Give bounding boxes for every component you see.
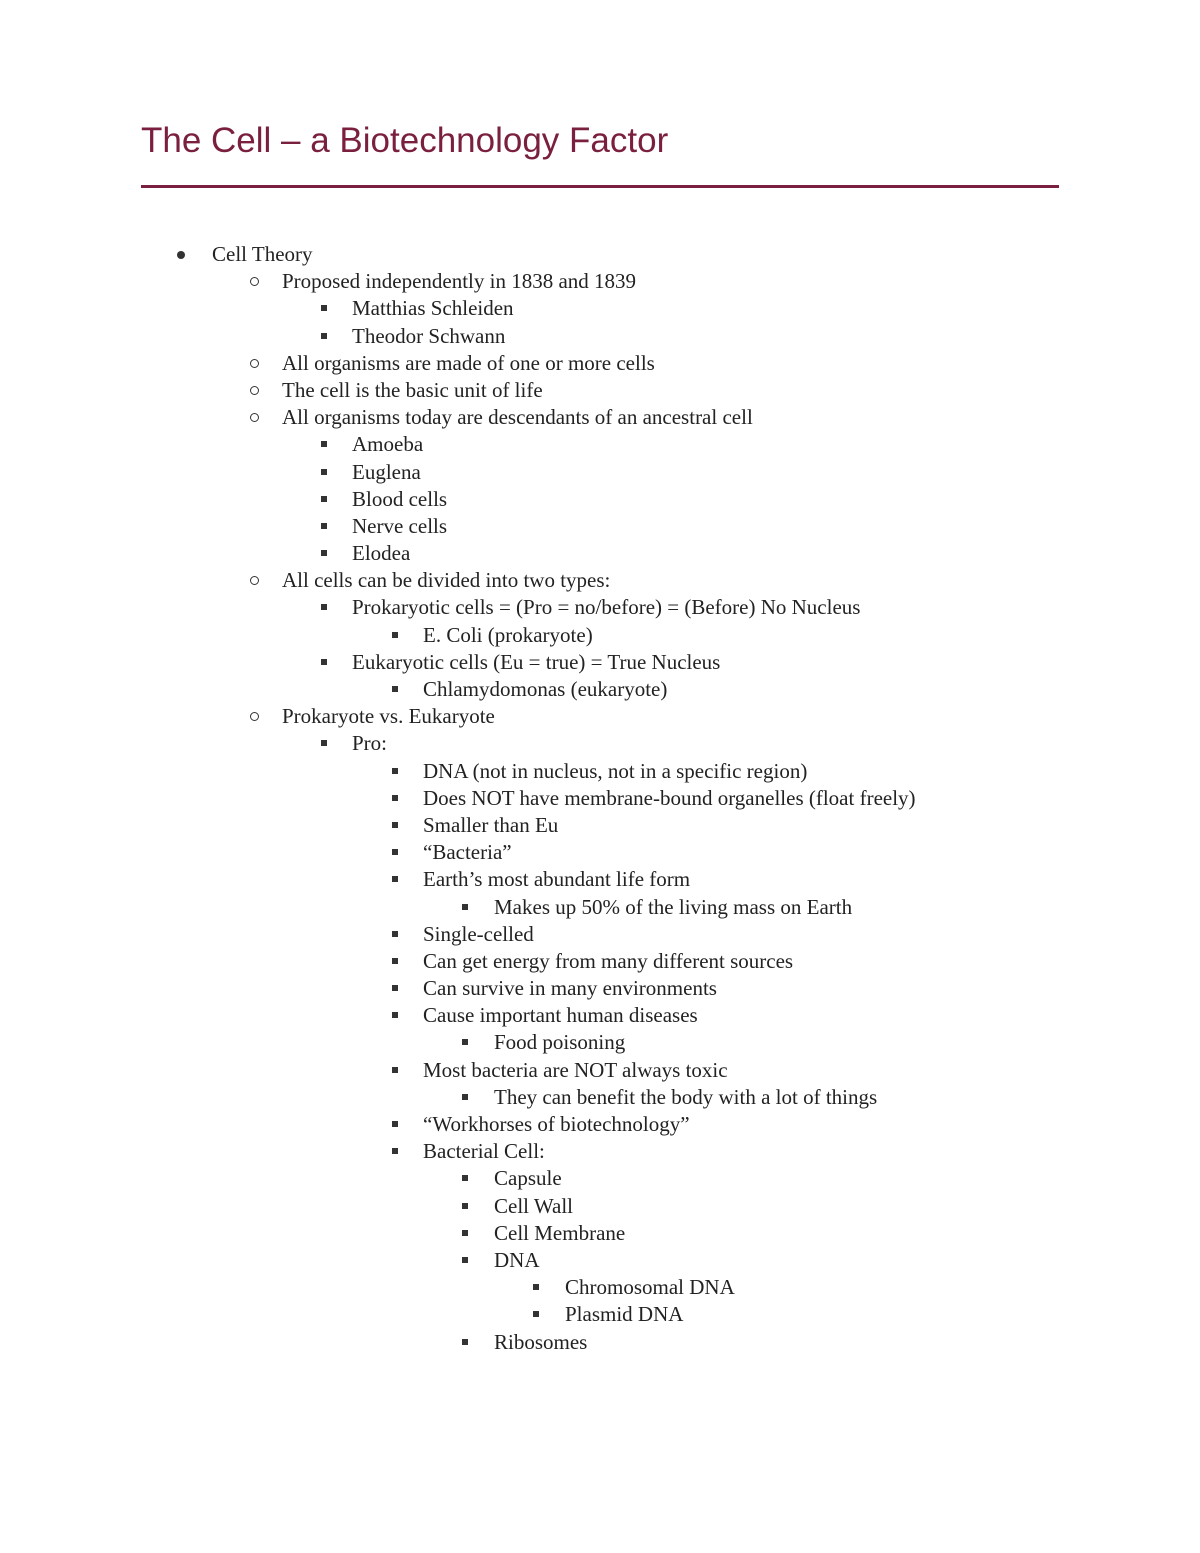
list-item-text: Theodor Schwann xyxy=(352,323,506,348)
list-item-text: Pro: xyxy=(352,731,388,756)
list-item-text: Blood cells xyxy=(352,486,448,511)
list-item-text: Makes up 50% of the living mass on Earth xyxy=(494,894,853,919)
list-item-text: Ribosomes xyxy=(494,1329,588,1354)
list-item-text: Does NOT have membrane-bound organelles (float freely) xyxy=(423,785,916,810)
list-item-text: Food poisoning xyxy=(494,1030,626,1055)
list-item-text: Chromosomal DNA xyxy=(565,1275,735,1300)
list-item-text: Cell Theory xyxy=(212,242,313,266)
list-item-text: Cell Membrane xyxy=(494,1220,626,1245)
list-item-text: Can survive in many environments xyxy=(423,976,717,1001)
list-item-text: Can get energy from many different sources xyxy=(423,948,794,973)
list-item-text: E. Coli (prokaryote) xyxy=(423,622,593,647)
list-item-text: Prokaryotic cells = (Pro = no/before) = (Before) No Nucleus xyxy=(352,595,861,620)
list-item-text: “Workhorses of biotechnology” xyxy=(423,1112,690,1136)
list-item-text: They can benefit the body with a lot of things xyxy=(494,1084,878,1109)
list-item-text: Proposed independently in 1838 and 1839 xyxy=(282,269,637,294)
list-item-text: Cause important human diseases xyxy=(423,1003,698,1028)
list-item-text: Most bacteria are NOT always toxic xyxy=(423,1057,728,1082)
list-item-text: Smaller than Eu xyxy=(423,812,559,837)
list-item-text: Eukaryotic cells (Eu = true) = True Nucleus xyxy=(352,649,721,674)
list-item-text: All cells can be divided into two types: xyxy=(282,568,611,593)
list-item-text: Elodea xyxy=(352,541,411,566)
list-item-text: Euglena xyxy=(352,459,421,484)
list-item-text: All organisms are made of one or more cells xyxy=(282,350,655,375)
title-divider xyxy=(141,185,1059,188)
list-item-text: Plasmid DNA xyxy=(565,1302,684,1327)
list-item-text: Earth’s most abundant life form xyxy=(423,867,691,892)
list-item-text: Cell Wall xyxy=(494,1193,573,1218)
page-title: The Cell – a Biotechnology Factor xyxy=(141,121,669,160)
list-item-text: DNA xyxy=(494,1247,540,1272)
list-item-text: Capsule xyxy=(494,1166,562,1191)
list-item-text: DNA (not in nucleus, not in a specific region) xyxy=(423,758,808,783)
list-item-text: Prokaryote vs. Eukaryote xyxy=(282,704,495,729)
list-item-text: “Bacteria” xyxy=(423,840,512,865)
list-item-text: The cell is the basic unit of life xyxy=(282,377,543,402)
list-item-text: Single-celled xyxy=(423,921,534,946)
list-item-text: All organisms today are descendants of an ancestral cell xyxy=(282,405,753,430)
list-item-text: Amoeba xyxy=(352,432,424,457)
list-item-text: Nerve cells xyxy=(352,513,448,538)
list-item-text: Bacterial Cell: xyxy=(423,1139,545,1164)
list-item-text: Chlamydomonas (eukaryote) xyxy=(423,677,668,701)
list-item-text: Matthias Schleiden xyxy=(352,296,514,321)
